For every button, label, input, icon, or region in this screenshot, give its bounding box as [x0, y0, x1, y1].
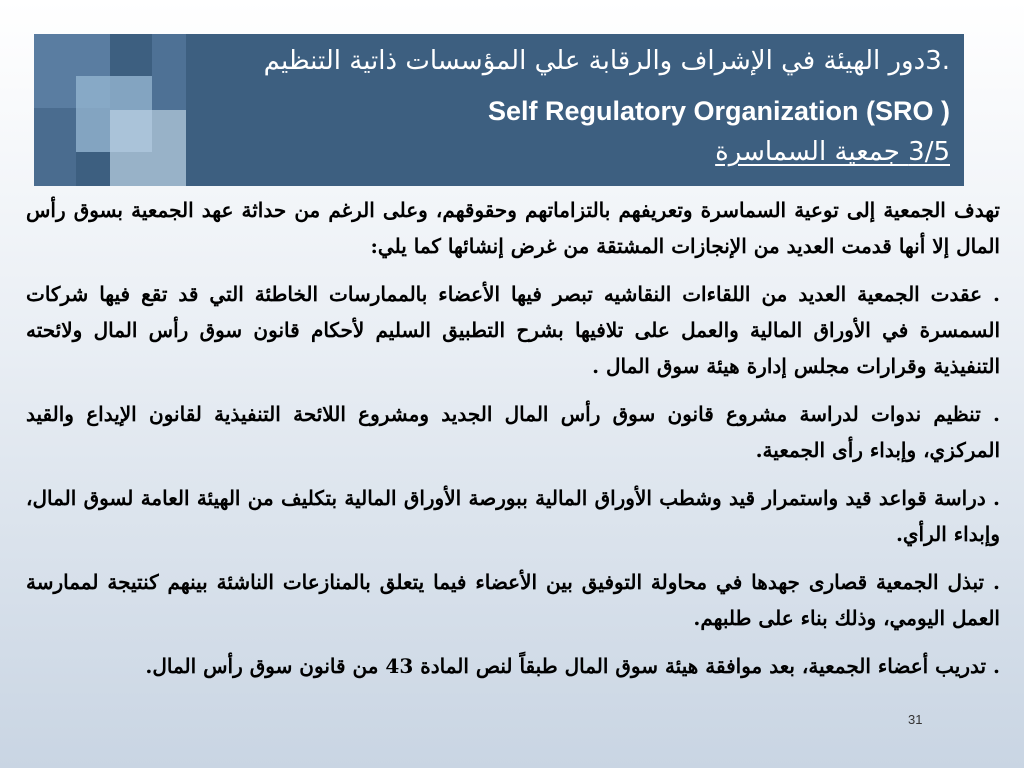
decor-square [152, 34, 186, 110]
intro-paragraph: تهدف الجمعية إلى توعية السماسرة وتعريفهم بالتزاماتهم وحقوقهم، وعلى الرغم من حداثة عهد الجمعية بسوق رأس المال إلا أنها قدمت العديد من الإنجازات المشتقة من غرض إنشائها كما يلي: [26, 198, 1000, 258]
slide-header [34, 34, 964, 186]
slide-body [26, 192, 1000, 696]
decor-square [34, 108, 76, 186]
bullet-item: . تدريب أعضاء الجمعية، بعد موافقة هيئة سوق المال طبقاً لنص المادة 43 من قانون سوق رأس المال. [145, 654, 1000, 678]
bullet-item: . تبذل الجمعية قصارى جهدها في محاولة التوفيق بين الأعضاء فيما يتعلق بالمنازعات الناشئة بينهم كنتيجة لممارسة العمل اليومي، وذلك بناء على طلبهم. [26, 570, 1000, 630]
slide-title-english: Self Regulatory Organization (SRO ) [487, 96, 950, 126]
bullet-item: . عقدت الجمعية العديد من اللقاءات النقاشيه تبصر فيها الأعضاء بالممارسات الخاطئة التي قد تقع فيها شركات السمسرة في الأوراق المالية والعمل على تلافيها بشرح التطبيق السليم لأحكام قانون سوق رأس المال ولائحته التنفيذية وقرارات مجلس إدارة هيئة سوق المال . [26, 282, 1000, 378]
bullet-item: . دراسة قواعد قيد واستمرار قيد وشطب الأوراق المالية ببورصة الأوراق المالية بتكليف من الهيئة العامة لسوق المال، وإبداء الرأي. [26, 486, 1000, 546]
decor-square [110, 110, 186, 186]
slide-title-arabic: .3دور الهيئة في الإشراف والرقابة علي المؤسسات ذاتية التنظيم [263, 46, 950, 76]
slide-subtitle: 3/5 جمعية السماسرة [715, 137, 950, 167]
page-number: 31 [908, 712, 923, 727]
bullet-item: . تنظيم ندوات لدراسة مشروع قانون سوق رأس المال الجديد ومشروع اللائحة التنفيذية لقانون الإيداع والقيد المركزي، وإبداء رأى الجمعية. [26, 402, 1000, 462]
